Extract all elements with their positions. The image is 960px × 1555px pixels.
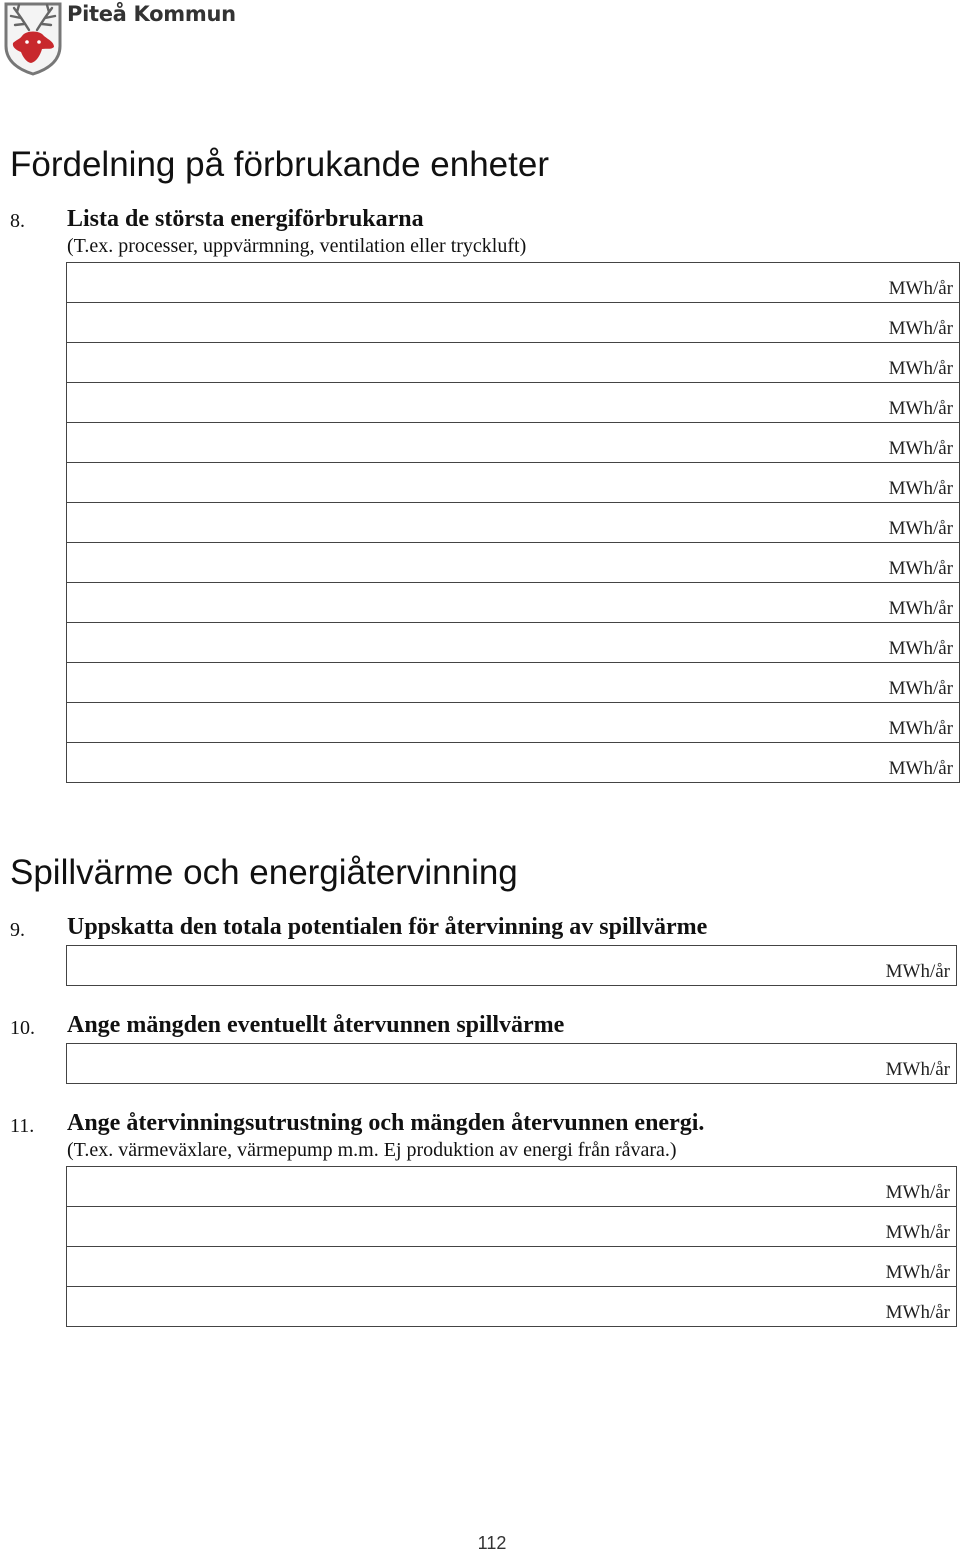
unit-label: MWh/år bbox=[888, 758, 953, 779]
question-text: Uppskatta den totala potentialen för återvinning av spillvärme bbox=[67, 914, 708, 940]
table-row bbox=[67, 303, 960, 343]
entry-cell[interactable] bbox=[67, 463, 960, 503]
entry-cell[interactable] bbox=[67, 583, 960, 623]
table-row bbox=[67, 946, 957, 986]
table-row bbox=[67, 743, 960, 783]
unit-label: MWh/år bbox=[888, 278, 953, 299]
unit-label: MWh/år bbox=[885, 1059, 950, 1080]
consumer-input[interactable] bbox=[67, 543, 959, 582]
unit-label: MWh/år bbox=[888, 558, 953, 579]
unit-label: MWh/år bbox=[888, 358, 953, 379]
equipment-input[interactable] bbox=[67, 1167, 956, 1206]
unit-label: MWh/år bbox=[888, 438, 953, 459]
table-row bbox=[67, 503, 960, 543]
entry-cell[interactable] bbox=[67, 303, 960, 343]
unit-label: MWh/år bbox=[885, 1222, 950, 1243]
table-row bbox=[67, 1247, 957, 1287]
table-row bbox=[67, 1287, 957, 1327]
equipment-table bbox=[66, 1166, 957, 1327]
consumer-input[interactable] bbox=[67, 703, 959, 742]
consumer-input[interactable] bbox=[67, 663, 959, 702]
consumer-input[interactable] bbox=[67, 743, 959, 782]
table-row bbox=[67, 383, 960, 423]
question-subtext: (T.ex. värmeväxlare, värmepump m.m. Ej produktion av energi från råvara.) bbox=[67, 1139, 677, 1161]
consumer-input[interactable] bbox=[67, 263, 959, 302]
entry-cell[interactable] bbox=[67, 263, 960, 303]
unit-label: MWh/år bbox=[885, 1262, 950, 1283]
equipment-input[interactable] bbox=[67, 1247, 956, 1286]
entry-cell[interactable] bbox=[67, 543, 960, 583]
table-row bbox=[67, 543, 960, 583]
table-row bbox=[67, 1207, 957, 1247]
entry-cell[interactable] bbox=[67, 423, 960, 463]
table-row bbox=[67, 343, 960, 383]
table-row bbox=[67, 583, 960, 623]
unit-label: MWh/år bbox=[888, 318, 953, 339]
question-number: 11. bbox=[10, 1115, 35, 1137]
unit-label: MWh/år bbox=[888, 518, 953, 539]
table-row bbox=[67, 623, 960, 663]
table-row bbox=[67, 703, 960, 743]
entry-cell[interactable] bbox=[67, 946, 957, 986]
consumer-input[interactable] bbox=[67, 343, 959, 382]
section-title-consumers: Fördelning på förbrukande enheter bbox=[10, 145, 549, 184]
question-text: Ange återvinningsutrustning och mängden återvunnen energi. bbox=[67, 1110, 705, 1136]
question-text: Lista de största energiförbrukarna bbox=[67, 206, 424, 232]
unit-label: MWh/år bbox=[885, 1182, 950, 1203]
table-row bbox=[67, 263, 960, 303]
consumer-input[interactable] bbox=[67, 383, 959, 422]
consumer-input[interactable] bbox=[67, 463, 959, 502]
entry-cell[interactable] bbox=[67, 383, 960, 423]
recovered-table bbox=[66, 1043, 957, 1084]
table-row bbox=[67, 1167, 957, 1207]
recovered-input[interactable] bbox=[67, 1044, 956, 1083]
reindeer-crest-icon bbox=[2, 0, 64, 76]
unit-label: MWh/år bbox=[888, 478, 953, 499]
question-text: Ange mängden eventuellt återvunnen spillvärme bbox=[67, 1012, 565, 1038]
entry-cell[interactable] bbox=[67, 503, 960, 543]
unit-label: MWh/år bbox=[888, 638, 953, 659]
table-row bbox=[67, 1044, 957, 1084]
table-row bbox=[67, 423, 960, 463]
consumer-input[interactable] bbox=[67, 423, 959, 462]
entry-cell[interactable] bbox=[67, 1167, 957, 1207]
entry-cell[interactable] bbox=[67, 1044, 957, 1084]
unit-label: MWh/år bbox=[888, 678, 953, 699]
brand-name: Piteå Kommun bbox=[67, 2, 236, 26]
unit-label: MWh/år bbox=[888, 398, 953, 419]
entry-cell[interactable] bbox=[67, 1247, 957, 1287]
consumers-table bbox=[66, 262, 960, 783]
unit-label: MWh/år bbox=[885, 961, 950, 982]
section-title-waste-heat: Spillvärme och energiåtervinning bbox=[10, 853, 518, 892]
page-number: 112 bbox=[477, 1533, 507, 1553]
consumer-input[interactable] bbox=[67, 623, 959, 662]
question-number: 8. bbox=[10, 210, 25, 232]
unit-label: MWh/år bbox=[888, 718, 953, 739]
entry-cell[interactable] bbox=[67, 1287, 957, 1327]
entry-cell[interactable] bbox=[67, 703, 960, 743]
consumer-input[interactable] bbox=[67, 583, 959, 622]
consumer-input[interactable] bbox=[67, 503, 959, 542]
potential-input[interactable] bbox=[67, 946, 956, 985]
question-number: 9. bbox=[10, 919, 25, 941]
table-row bbox=[67, 463, 960, 503]
table-row bbox=[67, 663, 960, 703]
unit-label: MWh/år bbox=[885, 1302, 950, 1323]
equipment-input[interactable] bbox=[67, 1287, 956, 1326]
equipment-input[interactable] bbox=[67, 1207, 956, 1246]
entry-cell[interactable] bbox=[67, 1207, 957, 1247]
question-subtext: (T.ex. processer, uppvärmning, ventilation eller tryckluft) bbox=[67, 235, 527, 257]
entry-cell[interactable] bbox=[67, 743, 960, 783]
entry-cell[interactable] bbox=[67, 343, 960, 383]
entry-cell[interactable] bbox=[67, 623, 960, 663]
entry-cell[interactable] bbox=[67, 663, 960, 703]
unit-label: MWh/år bbox=[888, 598, 953, 619]
question-number: 10. bbox=[10, 1017, 35, 1039]
potential-table bbox=[66, 945, 957, 986]
consumer-input[interactable] bbox=[67, 303, 959, 342]
